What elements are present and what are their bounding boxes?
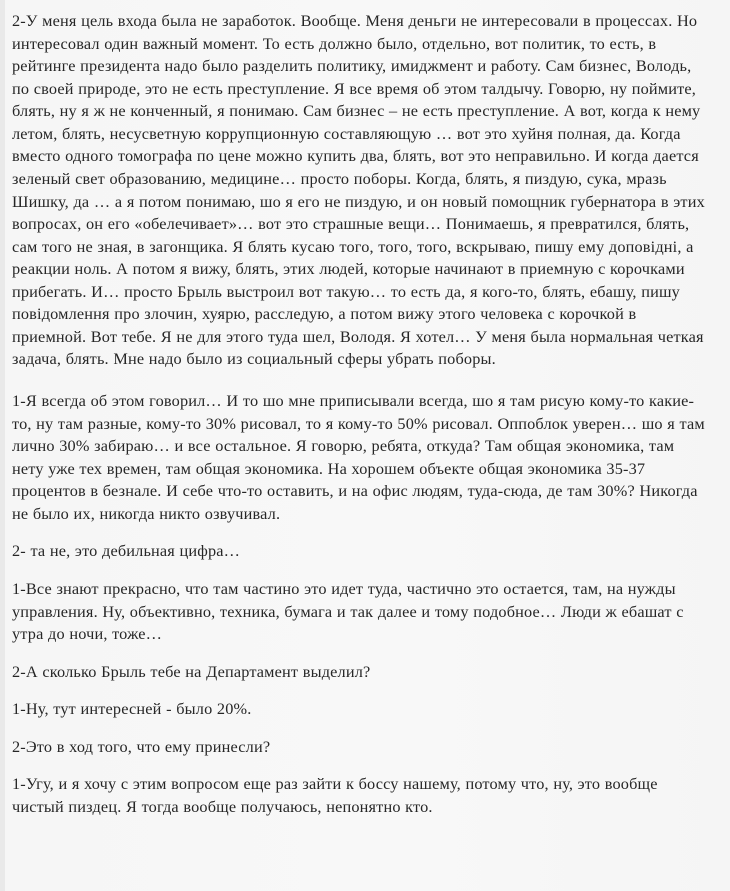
transcript-paragraph: 2- та не, это дебильная цифра… [12, 541, 241, 561]
page-left-margin-strip [0, 0, 5, 891]
transcript-paragraph: 2-У меня цель входа была не заработок. Вообще. Меня деньги не интересовали в процессах. Но интересовал один важный момент. То есть должно было, отдельно, вот политик, то есть, в рейтинге президента надо было разделить политику, имиджмент и работу. Сам бизнес, Володь, по своей природе, это не есть преступление. Я все время об этом талдычу. Говорю, ну поймите, блять, ну я ж не конченный, я понимаю. Сам бизнес – не есть преступление. А вот, когда к нему летом, блять, несусветную коррупционную составляющую … вот это хуйня полная, да. Когда вместо одного томографа по цене можно купить два, блять, вот это неправильно. И когда дается зеленый свет образованию, медицине… просто поборы. Когда, блять, я пиздую, сука, мразь Шишку, да … а я потом понимаю, шо я его не пиздую, и он новый помощник губернатора в этих вопросах, он его «обелечивает»… вот это страшные вещи… Понимаешь, я превратился, блять, сам того не зная, в загонщика. Я блять кусаю того, того, того, вскрываю, пишу ему допoвiднi, а реакции ноль. А потом я вижу, блять, этих людей, которые начинают в приемную с корочками прибегать. И… просто Брыль выстроил вот такую… то есть да, я кого-то, блять, ебашу, пишу повiдомлення про злочин, хуярю, расследую, а потом вижу этого человека с корочкой в приемной. Вот тебе. Я не для этого туда шел, Володя. Я хотел… У меня была нормальная четкая задача, блять. Мне надо было из социальный сферы убрать поборы. [12, 11, 705, 369]
transcript-body [6, 10, 708, 818]
transcript-paragraph: 1-Я всегда об этом говорил… И то шо мне приписывали всегда, шо я там рисую кому-то какие-то, ну там разные, кому-то 30% рисовал, то я кому-то 50% рисовал. Оппоблок уверен… шо я там лично 30% забираю… и все остальное. Я говорю, ребята, откуда? Там общая экономика, там нету уже тех времен, там общая экономика. На хорошем объекте общая экономика 35-37 процентов в безнале. И себе что-то оставить, и на офис людям, туда-сюда, де там 30%? Никогда не было их, никогда никто озвучивал. [12, 391, 705, 523]
transcript-paragraph: 1-Все знают прекрасно, что там частино это идет туда, частично это остается, там, на нужды управления. Ну, объективно, техника, бумага и так далее и тому подобное… Люди ж ебашат с утра до ночи, тоже… [12, 578, 684, 644]
transcript-paragraph: 2-Это в ход того, что ему принесли? [12, 736, 271, 756]
transcript-paragraph: 1-Ну, тут интересней - было 20%. [12, 699, 252, 719]
transcript-paragraph: 1-Угу, и я хочу с этим вопросом еще раз зайти к боссу нашему, потому что, ну, это вообще чистый пиздец. Я тогда вообще получаюсь, непонятно кто. [12, 774, 658, 816]
transcript-paragraph: 2-А сколько Брыль тебе на Департамент выделил? [12, 661, 371, 681]
